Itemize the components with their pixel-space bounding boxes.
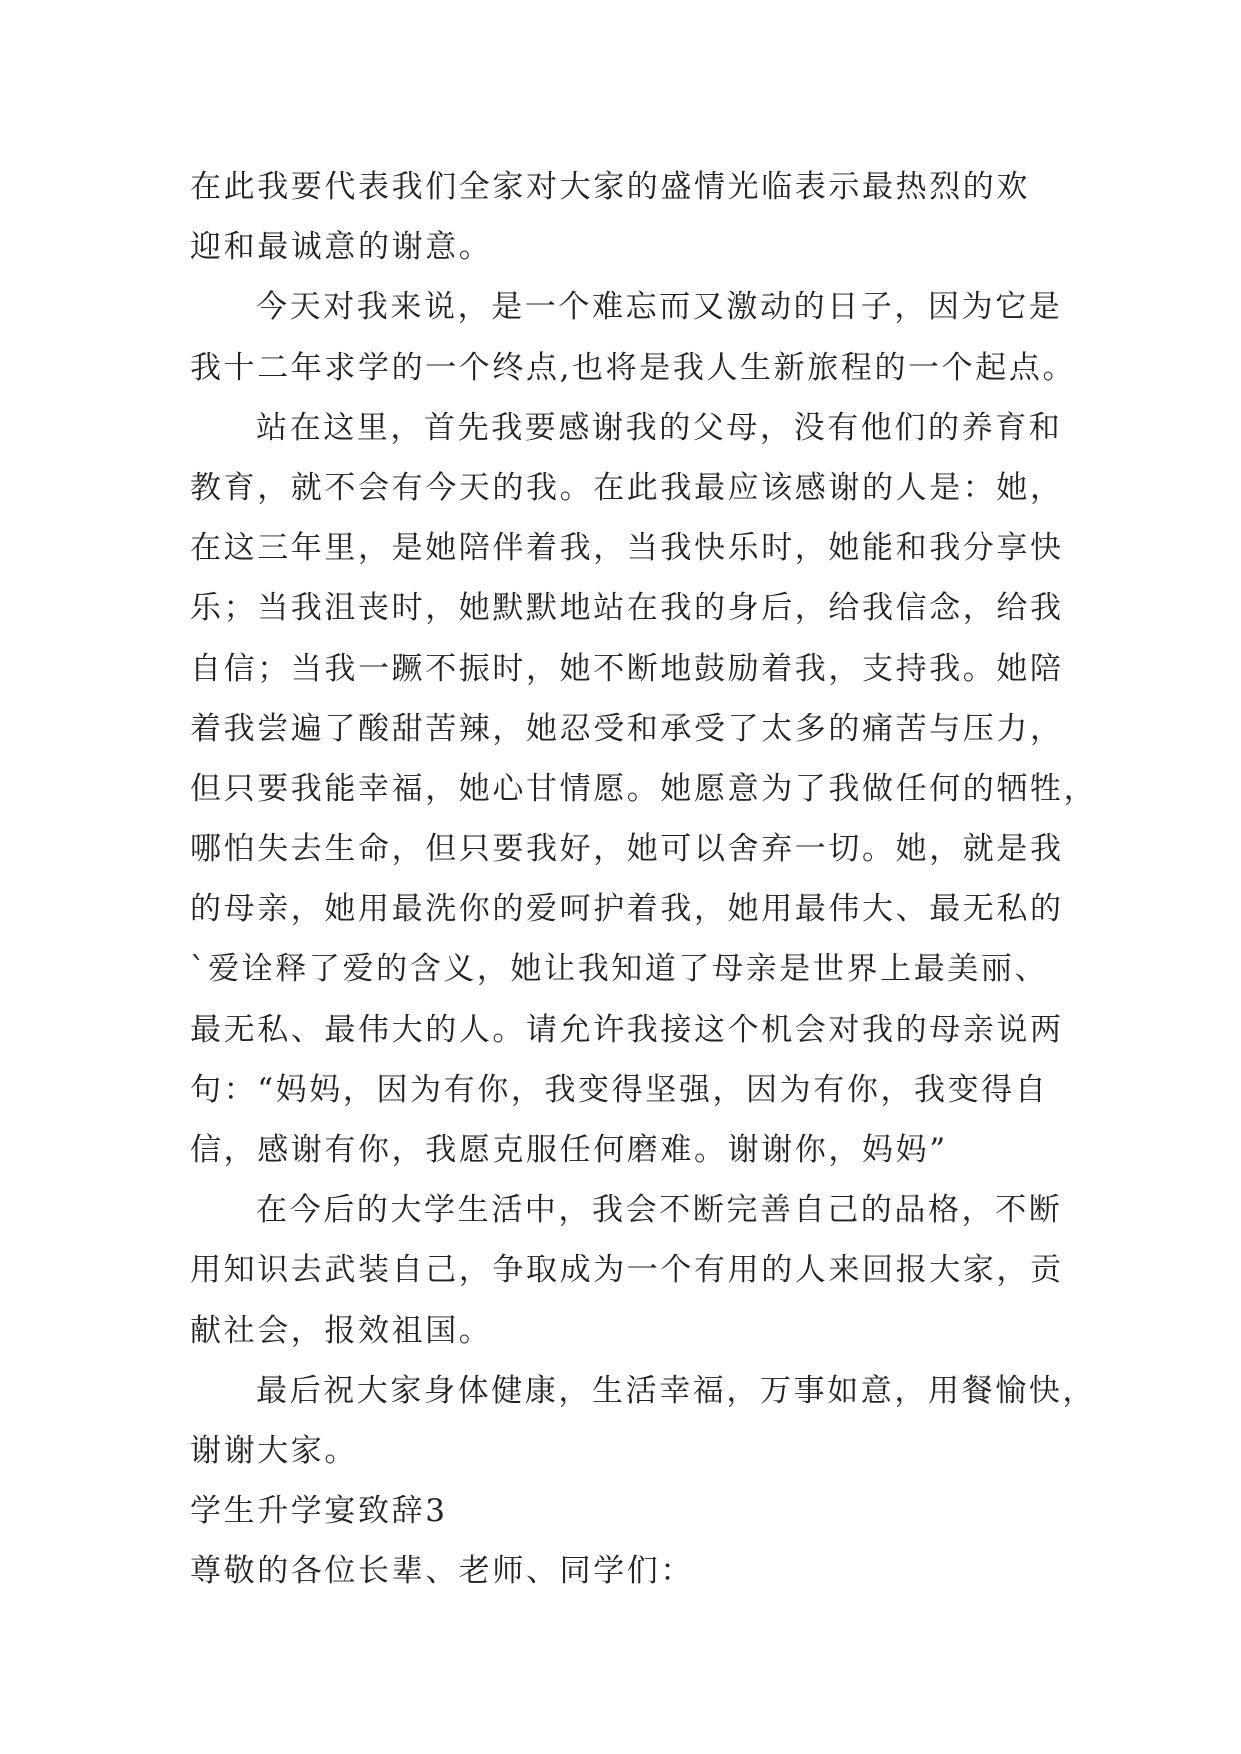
paragraph-line: 迎和最诚意的谢意。 xyxy=(190,229,493,266)
section-heading: 学生升学宴致辞3 xyxy=(190,1493,448,1530)
paragraph-line: 在这三年里，是她陪伴着我，当我快乐时，她能和我分享快 xyxy=(190,530,1064,567)
paragraph-line: 在今后的大学生活中，我会不断完善自己的品格，不断 xyxy=(256,1192,1063,1229)
paragraph-line: 着我尝遍了酸甜苦辣，她忍受和承受了太多的痛苦与压力， xyxy=(190,710,1064,747)
paragraph-line: 自信；当我一蹶不振时，她不断地鼓励着我，支持我。她陪 xyxy=(190,650,1064,687)
salutation-line: 尊敬的各位长辈、老师、同学们： xyxy=(190,1553,694,1590)
paragraph-line: 哪怕失去生命，但只要我好，她可以舍弃一切。她，就是我 xyxy=(190,831,1064,868)
paragraph-line: 句：“妈妈，因为有你，我变得坚强，因为有你，我变得自 xyxy=(190,1071,1049,1108)
paragraph-line: 用知识去武装自己，争取成为一个有用的人来回报大家，贡 xyxy=(190,1252,1064,1289)
paragraph-line: 最后祝大家身体健康，生活幸福，万事如意，用餐愉快， xyxy=(256,1372,1096,1409)
paragraph-line: 谢谢大家。 xyxy=(190,1432,358,1469)
paragraph-line: `爱诠释了爱的含义，她让我知道了母亲是世界上最美丽、 xyxy=(190,951,1049,988)
paragraph-line: 我十二年求学的一个终点,也将是我人生新旅程的一个起点。 xyxy=(190,349,1077,386)
paragraph-line: 站在这里，首先我要感谢我的父母，没有他们的养育和 xyxy=(256,409,1063,446)
paragraph-line: 献社会，报效祖国。 xyxy=(190,1312,493,1349)
paragraph-line: 最无私、最伟大的人。请允许我接这个机会对我的母亲说两 xyxy=(190,1011,1064,1048)
paragraph-line: 的母亲，她用最洗你的爱呵护着我，她用最伟大、最无私的 xyxy=(190,891,1064,928)
paragraph-line: 教育，就不会有今天的我。在此我最应该感谢的人是：她， xyxy=(190,469,1064,506)
paragraph-line: 乐；当我沮丧时，她默默地站在我的身后，给我信念，给我 xyxy=(190,590,1064,627)
paragraph-line: 在此我要代表我们全家对大家的盛情光临表示最热烈的欢 xyxy=(190,169,1030,205)
paragraph-line: 信，感谢有你，我愿克服任何磨难。谢谢你，妈妈” xyxy=(190,1132,948,1168)
paragraph-line: 今天对我来说，是一个难忘而又激动的日子，因为它是 xyxy=(256,289,1063,326)
document-body xyxy=(190,157,1098,1602)
paragraph-line: 但只要我能幸福，她心甘情愿。她愿意为了我做任何的牺牲， xyxy=(190,770,1098,807)
